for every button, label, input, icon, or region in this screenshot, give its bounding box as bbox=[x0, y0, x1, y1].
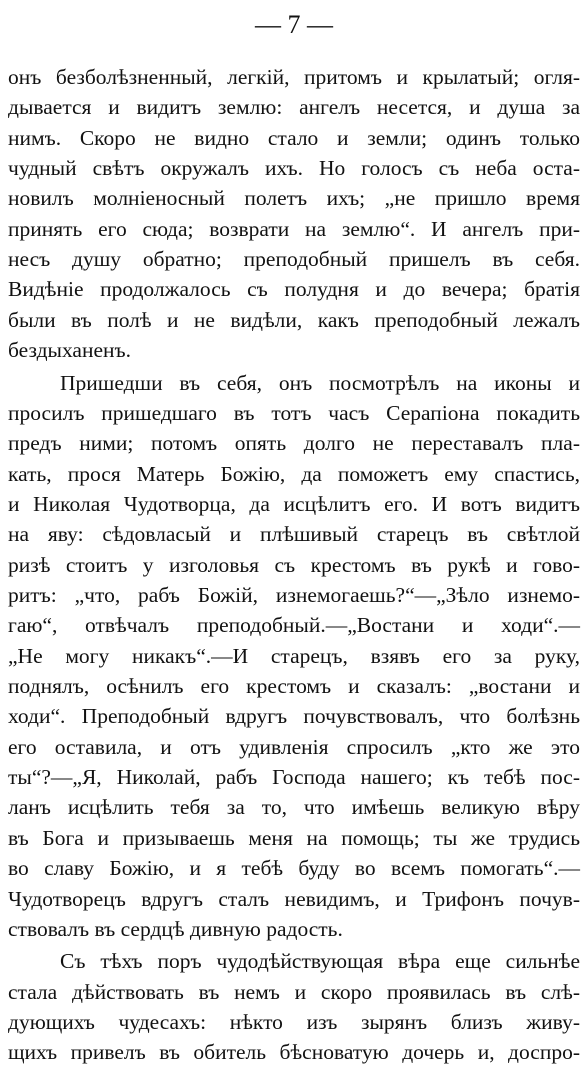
text-line: его оставила, и отъ удивленія спросилъ „кто же это bbox=[8, 734, 580, 759]
text-line: ствовалъ въ сердцѣ дивную радость. bbox=[8, 916, 343, 941]
text-line: гаю“, отвѣчалъ преподобный.—„Востани и ходи“.— bbox=[8, 613, 580, 638]
text-line: ритъ: „что, рабъ Божій, изнемогаешь?“—„Зѣло изнемо- bbox=[8, 583, 580, 607]
text-line: ходи“. Преподобный вдругъ почувствовалъ, что болѣзнь bbox=[8, 704, 580, 729]
text-line: щихъ привелъ въ обитель бѣсноватую дочерь и, доспро- bbox=[8, 1040, 580, 1065]
text-line: въ Бога и призываешь меня на помощь; ты же трудись bbox=[8, 825, 580, 850]
text-line: нимъ. Скоро не видно стало и земли; одинъ только bbox=[8, 125, 580, 150]
text-line: принять его сюда; возврати на землю“. И ангелъ при- bbox=[8, 216, 580, 241]
text-line: дующихъ чудесахъ: нѣкто изъ зырянъ близъ живу- bbox=[8, 1009, 580, 1034]
text-line: новилъ молніеносный полетъ ихъ; „не пришло время bbox=[8, 186, 580, 211]
text-line: несъ душу обратно; преподобный пришелъ въ себя. bbox=[8, 247, 580, 272]
text-line: ты“?—„Я, Николай, рабъ Господа нашего; къ тебѣ пос- bbox=[8, 765, 580, 790]
text-line: бездыханенъ. bbox=[8, 338, 132, 363]
text-line: дывается и видитъ землю: ангелъ несется, и душа за bbox=[8, 95, 580, 120]
text-line: и Николая Чудотворца, да исцѣлитъ его. И вотъ видитъ bbox=[8, 491, 580, 516]
text-line: просилъ пришедшаго въ тотъ часъ Серапіона покадить bbox=[8, 400, 580, 425]
text-line: во славу Божію, и я тебѣ буду во всемъ помогать“.— bbox=[8, 856, 580, 881]
text-line: ризѣ стоитъ у изголовья съ крестомъ въ рукѣ и гово- bbox=[8, 552, 580, 577]
page-number: — 7 — bbox=[255, 10, 333, 39]
text-line: „Не могу никакъ“.—И старецъ, взявъ его за руку, bbox=[8, 643, 580, 668]
text-line: онъ безболѣзненный, легкій, притомъ и крылатый; огля- bbox=[8, 65, 580, 89]
text-line: были въ полѣ и не видѣли, какъ преподобный лежалъ bbox=[8, 307, 580, 332]
text-line: Чудотворецъ вдругъ сталъ невидимъ, и Трифонъ почув- bbox=[8, 886, 580, 911]
text-line: чудный свѣтъ окружалъ ихъ. Но голосъ съ неба оста- bbox=[8, 156, 580, 181]
text-line: на яву: сѣдовласый и плѣшивый старецъ въ свѣтлой bbox=[8, 522, 580, 547]
text-line: кать, прося Матерь Божію, да поможетъ ему спастись, bbox=[8, 461, 580, 486]
text-line: Видѣніе продолжалось съ полудня и до вечера; братія bbox=[8, 277, 580, 302]
text-line: Пришедши въ себя, онъ посмотрѣлъ на иконы и bbox=[60, 370, 580, 395]
text-line: Съ тѣхъ поръ чудодѣйствующая вѣра еще сильнѣе bbox=[60, 949, 580, 974]
text-line: поднялъ, осѣнилъ его крестомъ и сказалъ: „востани и bbox=[8, 674, 580, 698]
text-line: стала дѣйствовать въ немъ и скоро проявилась въ слѣ- bbox=[8, 979, 580, 1004]
text-line: ланъ исцѣлить тебя за то, что имѣешь великую вѣру bbox=[8, 795, 580, 820]
text-line: предъ ними; потомъ опять долго не переставалъ пла- bbox=[8, 431, 580, 456]
